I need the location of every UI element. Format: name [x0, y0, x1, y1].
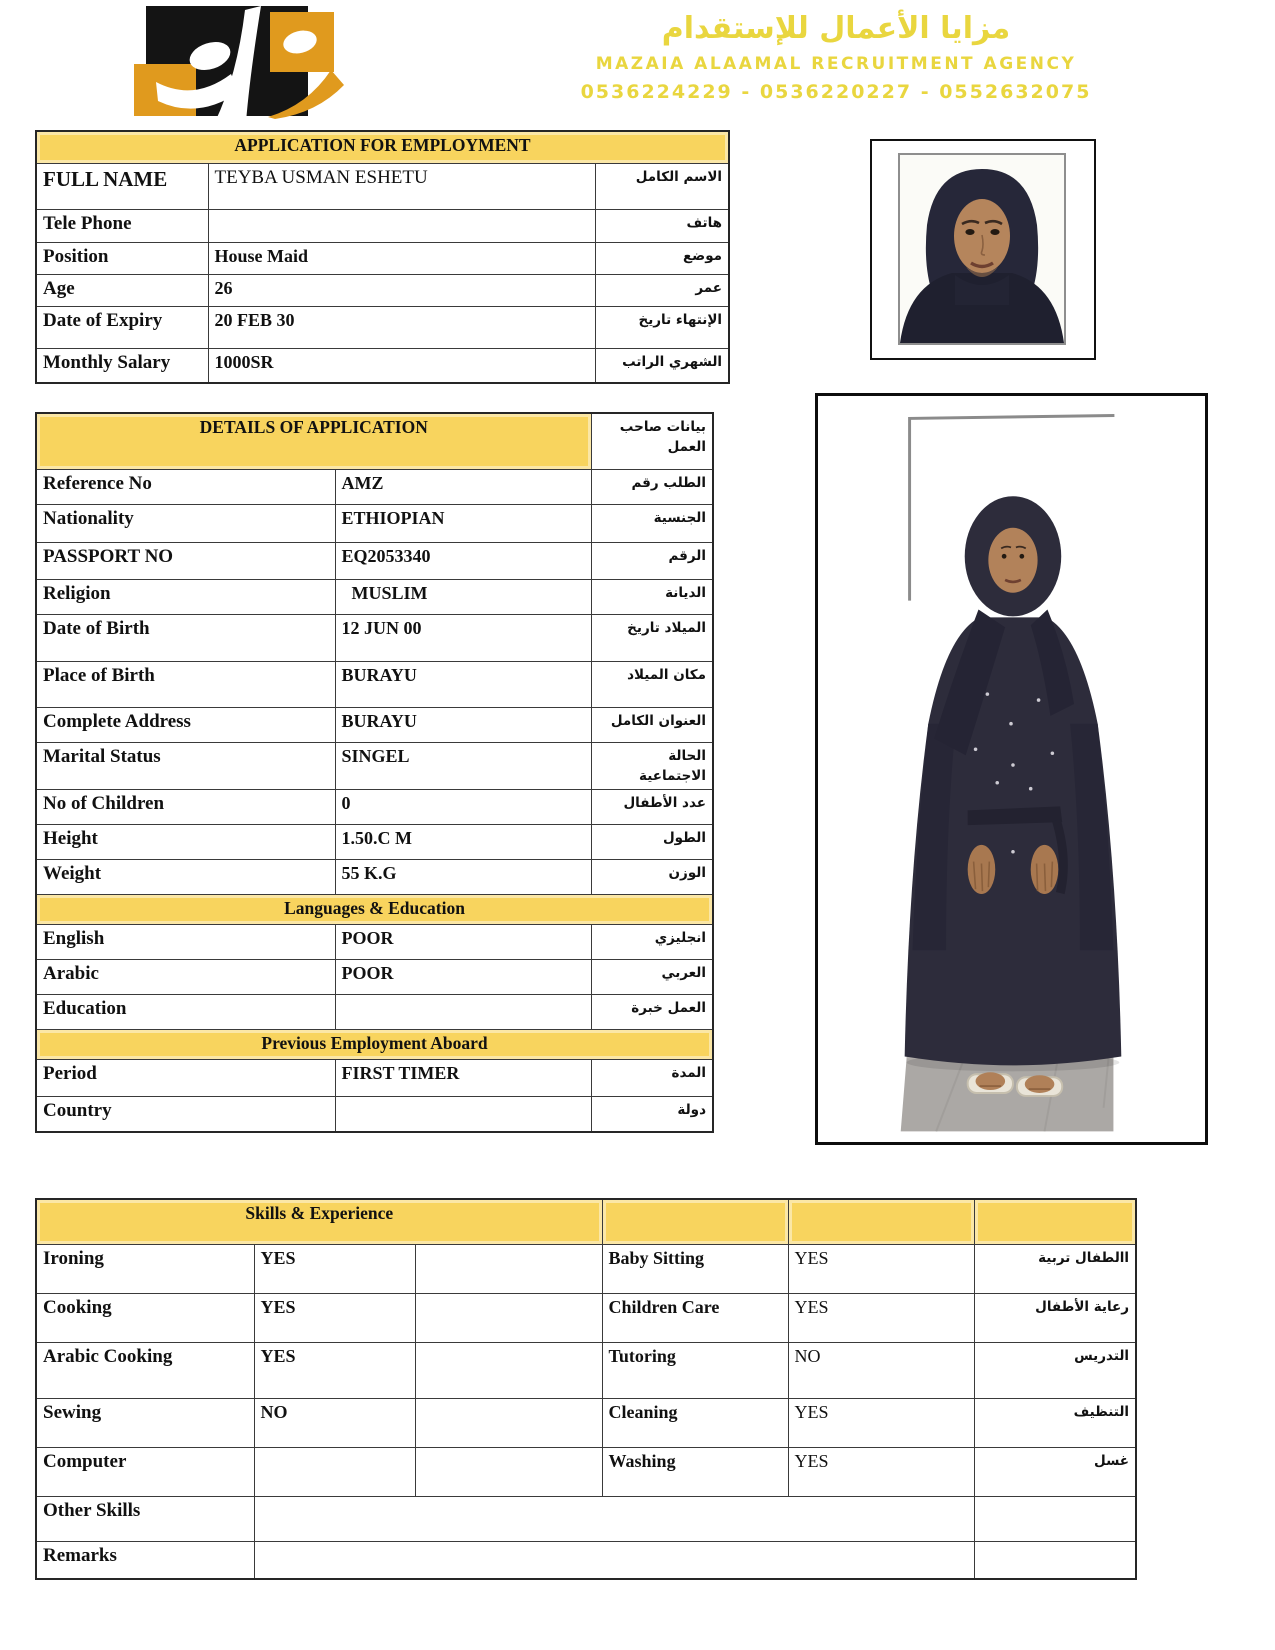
- value-cell: TEYBA USMAN ESHETU: [208, 163, 595, 209]
- value-cell: POOR: [335, 960, 591, 995]
- empty-cell: [415, 1342, 602, 1398]
- arabic-label-cell: الطلب رقم: [591, 469, 713, 504]
- skills-table: [35, 1198, 1137, 1580]
- label-cell: FULL NAME: [36, 163, 208, 209]
- arabic-label-cell: العربي: [591, 960, 713, 995]
- value-cell: MUSLIM: [335, 579, 591, 614]
- other-skills-label-cell: Other Skills: [36, 1496, 254, 1541]
- value-cell: AMZ: [335, 469, 591, 504]
- value-cell: 12 JUN 00: [335, 614, 591, 661]
- arabic-label-cell: دولة: [591, 1097, 713, 1132]
- label-cell: No of Children: [36, 790, 335, 825]
- arabic-label-cell: الرقم: [591, 542, 713, 579]
- skills-header-empty-cell: [974, 1199, 1136, 1244]
- label-cell: PASSPORT NO: [36, 542, 335, 579]
- label-cell: Height: [36, 825, 335, 860]
- value-cell: 55 K.G: [335, 860, 591, 895]
- skill-label-cell: Washing: [602, 1447, 788, 1496]
- arabic-label-cell: موضع: [595, 242, 729, 274]
- value-cell: [208, 209, 595, 242]
- arabic-label-cell: الديانة: [591, 579, 713, 614]
- label-cell: Weight: [36, 860, 335, 895]
- label-cell: Country: [36, 1097, 335, 1132]
- empty-cell: [415, 1398, 602, 1447]
- skill-label-cell: Cleaning: [602, 1398, 788, 1447]
- label-cell: Marital Status: [36, 742, 335, 790]
- agency-name-arabic: مزايا الأعمال للإستقدام: [661, 11, 1011, 46]
- skill-value-cell: NO: [788, 1342, 974, 1398]
- skill-value-cell: YES: [254, 1244, 415, 1293]
- arabic-label-cell: الجنسية: [591, 504, 713, 542]
- skills-header-empty-cell: [602, 1199, 788, 1244]
- empty-cell: [415, 1244, 602, 1293]
- arabic-label-cell: الشهري الراتب: [595, 348, 729, 383]
- passport-photo-frame: [870, 139, 1096, 360]
- label-cell: Position: [36, 242, 208, 274]
- languages-section-header: Languages & Education: [36, 895, 713, 925]
- skill-label-cell: Children Care: [602, 1293, 788, 1342]
- arabic-label-cell: التنظيف: [974, 1398, 1136, 1447]
- agency-phone-numbers: 0536224229 - 0536220227 - 0552632075: [580, 81, 1092, 103]
- label-cell: Reference No: [36, 469, 335, 504]
- arabic-label-cell: انجليزي: [591, 925, 713, 960]
- value-cell: 26: [208, 274, 595, 306]
- skill-value-cell: YES: [788, 1293, 974, 1342]
- skill-label-cell: Computer: [36, 1447, 254, 1496]
- agency-header: [500, 12, 1172, 103]
- application-table-title: APPLICATION FOR EMPLOYMENT: [36, 131, 729, 163]
- value-cell: 1000SR: [208, 348, 595, 383]
- previous-employment-section-header: Previous Employment Aboard: [36, 1030, 713, 1060]
- skill-label-cell: Ironing: [36, 1244, 254, 1293]
- arabic-label-cell: مكان الميلاد: [591, 661, 713, 707]
- empty-cell: [974, 1541, 1136, 1579]
- label-cell: Complete Address: [36, 707, 335, 742]
- skill-value-cell: YES: [254, 1342, 415, 1398]
- label-cell: Religion: [36, 579, 335, 614]
- passport-photo: [898, 153, 1066, 345]
- label-cell: Date of Expiry: [36, 306, 208, 348]
- skill-value-cell: YES: [788, 1244, 974, 1293]
- arabic-label-cell: الإنتهاء تاريخ: [595, 306, 729, 348]
- application-table: [35, 130, 730, 384]
- agency-name-english: MAZAIA ALAAMAL RECRUITMENT AGENCY: [595, 54, 1077, 74]
- arabic-label-cell: العمل خبرة: [591, 995, 713, 1030]
- skill-value-cell: [254, 1447, 415, 1496]
- value-cell: FIRST TIMER: [335, 1060, 591, 1097]
- arabic-label-cell: الحالة الاجتماعية: [591, 742, 713, 790]
- arabic-label-cell: العنوان الكامل: [591, 707, 713, 742]
- arabic-label-cell: عمر: [595, 274, 729, 306]
- arabic-label-cell: رعاية الأطفال: [974, 1293, 1136, 1342]
- value-cell: BURAYU: [335, 707, 591, 742]
- arabic-label-cell: الطول: [591, 825, 713, 860]
- empty-cell: [974, 1496, 1136, 1541]
- full-length-photo-frame: [815, 393, 1208, 1145]
- passport-portrait-graphic: [900, 155, 1064, 343]
- arabic-label-cell: عدد الأطفال: [591, 790, 713, 825]
- label-cell: Period: [36, 1060, 335, 1097]
- value-cell: 0: [335, 790, 591, 825]
- skill-label-cell: Tutoring: [602, 1342, 788, 1398]
- value-cell: EQ2053340: [335, 542, 591, 579]
- arabic-label-cell: الاسم الكامل: [595, 163, 729, 209]
- empty-cell: [415, 1293, 602, 1342]
- arabic-label-cell: الوزن: [591, 860, 713, 895]
- label-cell: Date of Birth: [36, 614, 335, 661]
- value-cell: 1.50.C M: [335, 825, 591, 860]
- value-cell: 20 FEB 30: [208, 306, 595, 348]
- value-cell: SINGEL: [335, 742, 591, 790]
- value-cell: BURAYU: [335, 661, 591, 707]
- value-cell: ETHIOPIAN: [335, 504, 591, 542]
- label-cell: Nationality: [36, 504, 335, 542]
- skill-value-cell: YES: [788, 1398, 974, 1447]
- value-cell: House Maid: [208, 242, 595, 274]
- label-cell: Education: [36, 995, 335, 1030]
- skill-label-cell: Arabic Cooking: [36, 1342, 254, 1398]
- arabic-label-cell: الميلاد تاريخ: [591, 614, 713, 661]
- full-length-photo: [818, 396, 1205, 1142]
- label-cell: Place of Birth: [36, 661, 335, 707]
- label-cell: Tele Phone: [36, 209, 208, 242]
- label-cell: Monthly Salary: [36, 348, 208, 383]
- label-cell: Age: [36, 274, 208, 306]
- value-cell: POOR: [335, 925, 591, 960]
- arabic-label-cell: التدريس: [974, 1342, 1136, 1398]
- agency-logo-icon: [118, 4, 362, 122]
- skill-label-cell: Baby Sitting: [602, 1244, 788, 1293]
- other-skills-value-cell: [254, 1496, 974, 1541]
- skill-value-cell: YES: [788, 1447, 974, 1496]
- skill-value-cell: YES: [254, 1293, 415, 1342]
- skill-value-cell: NO: [254, 1398, 415, 1447]
- skills-table-title: Skills & Experience: [36, 1199, 602, 1244]
- label-cell: English: [36, 925, 335, 960]
- details-table: [35, 412, 714, 1133]
- details-table-title: DETAILS OF APPLICATION: [36, 413, 591, 469]
- label-cell: Arabic: [36, 960, 335, 995]
- arabic-label-cell: المدة: [591, 1060, 713, 1097]
- skills-header-empty-cell: [788, 1199, 974, 1244]
- remarks-value-cell: [254, 1541, 974, 1579]
- arabic-label-cell: هاتف: [595, 209, 729, 242]
- arabic-label-cell: غسل: [974, 1447, 1136, 1496]
- empty-cell: [415, 1447, 602, 1496]
- skill-label-cell: Sewing: [36, 1398, 254, 1447]
- arabic-label-cell: االطفال تربية: [974, 1244, 1136, 1293]
- agency-logo-graphic: [118, 4, 362, 122]
- value-cell: [335, 995, 591, 1030]
- remarks-label-cell: Remarks: [36, 1541, 254, 1579]
- details-table-title-arabic: بيانات صاحب العمل: [591, 413, 713, 469]
- value-cell: [335, 1097, 591, 1132]
- skill-label-cell: Cooking: [36, 1293, 254, 1342]
